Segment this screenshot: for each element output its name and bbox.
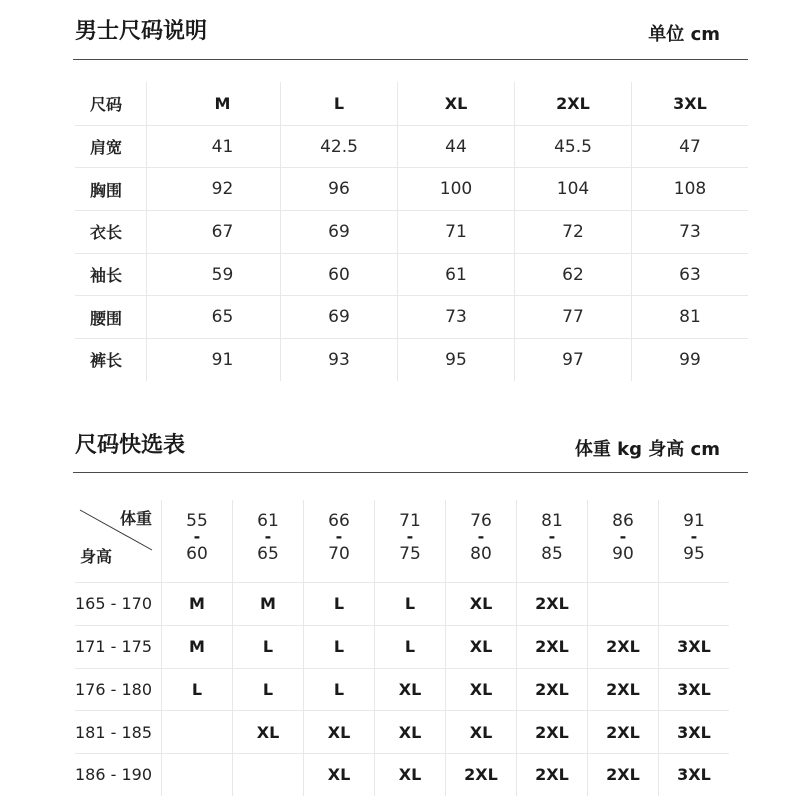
weight-range-header xyxy=(658,500,729,582)
measurement-value: 61 xyxy=(397,254,514,296)
recommended-size-cell: XL xyxy=(445,711,516,753)
measurement-row xyxy=(75,338,748,381)
measurement-value: 91 xyxy=(146,339,280,381)
measurement-value: 108 xyxy=(631,168,748,210)
height-range-label: 176 - 180 xyxy=(75,679,153,699)
recommended-size-cell: 3XL xyxy=(658,754,729,796)
size-header-label: 尺码 xyxy=(90,94,123,114)
height-row xyxy=(75,625,729,668)
measurement-value: 60 xyxy=(280,254,397,296)
weight-to: 65 xyxy=(257,544,279,564)
height-row xyxy=(75,668,729,711)
weight-from: 61 xyxy=(257,511,279,531)
measurement-label: 胸围 xyxy=(90,180,123,200)
recommended-size-cell: 2XL xyxy=(516,754,587,796)
measurement-value: 44 xyxy=(397,126,514,168)
recommended-size-cell: 2XL xyxy=(587,626,658,668)
height-range-label: 171 - 175 xyxy=(75,637,153,657)
recommended-size-cell: L xyxy=(374,583,445,625)
measurement-value: 59 xyxy=(146,254,280,296)
recommended-size-cell: 3XL xyxy=(658,669,729,711)
recommended-size-cell: 2XL xyxy=(516,626,587,668)
weight-separator: - xyxy=(619,527,627,546)
recommended-size-cell: 2XL xyxy=(587,711,658,753)
weight-range-header xyxy=(587,500,658,582)
weight-to: 90 xyxy=(612,544,634,564)
recommended-size-cell: XL xyxy=(374,711,445,753)
weight-to: 60 xyxy=(186,544,208,564)
weight-range-header xyxy=(232,500,303,582)
recommended-size-cell xyxy=(587,583,658,625)
measurement-value: 62 xyxy=(514,254,631,296)
measurement-label: 腰围 xyxy=(90,308,123,328)
recommended-size-cell: XL xyxy=(303,711,374,753)
recommended-size-cell: M xyxy=(161,583,232,625)
size-guide-unit: 单位 cm xyxy=(648,24,720,45)
measurement-value: 93 xyxy=(280,339,397,381)
recommended-size-cell: XL xyxy=(445,669,516,711)
measurement-value: 72 xyxy=(514,211,631,253)
measurement-value: 47 xyxy=(631,126,748,168)
weight-separator: - xyxy=(193,527,201,546)
recommended-size-cell: XL xyxy=(374,754,445,796)
weight-from: 66 xyxy=(328,511,350,531)
measurement-row xyxy=(75,210,748,253)
recommended-size-cell: 2XL xyxy=(587,669,658,711)
size-column-header: L xyxy=(280,82,397,125)
recommended-size-cell: XL xyxy=(303,754,374,796)
recommended-size-cell: L xyxy=(232,669,303,711)
corner-header-cell xyxy=(75,500,161,582)
measurement-value: 81 xyxy=(631,296,748,338)
measurement-label: 肩宽 xyxy=(90,138,123,158)
measurement-value: 69 xyxy=(280,296,397,338)
recommended-size-cell: L xyxy=(374,626,445,668)
recommended-size-cell xyxy=(161,711,232,753)
recommended-size-cell: L xyxy=(161,669,232,711)
measurement-label: 裤长 xyxy=(90,351,123,371)
measurement-value: 45.5 xyxy=(514,126,631,168)
recommended-size-cell: M xyxy=(161,626,232,668)
measurement-row xyxy=(75,125,748,168)
measurement-value: 92 xyxy=(146,168,280,210)
recommended-size-cell: 2XL xyxy=(445,754,516,796)
size-header-row xyxy=(75,82,748,125)
measurement-value: 97 xyxy=(514,339,631,381)
recommended-size-cell: XL xyxy=(445,626,516,668)
weight-axis-label: 体重 xyxy=(120,509,153,528)
recommended-size-cell: 3XL xyxy=(658,626,729,668)
measurement-value: 77 xyxy=(514,296,631,338)
weight-range-header xyxy=(161,500,232,582)
weight-separator: - xyxy=(406,527,414,546)
recommended-size-cell: L xyxy=(303,583,374,625)
quick-pick-unit: 体重 kg 身高 cm xyxy=(574,439,720,460)
measurement-row xyxy=(75,253,748,296)
recommended-size-cell xyxy=(161,754,232,796)
weight-from: 71 xyxy=(399,511,421,531)
measurement-value: 95 xyxy=(397,339,514,381)
measurement-row xyxy=(75,295,748,338)
weight-to: 70 xyxy=(328,544,350,564)
measurement-value: 99 xyxy=(631,339,748,381)
weight-range-header xyxy=(303,500,374,582)
weight-to: 85 xyxy=(541,544,563,564)
measurement-value: 65 xyxy=(146,296,280,338)
measurement-value: 73 xyxy=(397,296,514,338)
weight-range-header xyxy=(445,500,516,582)
recommended-size-cell: 2XL xyxy=(516,669,587,711)
size-guide-divider xyxy=(73,59,748,60)
measurement-value: 96 xyxy=(280,168,397,210)
recommended-size-cell xyxy=(658,583,729,625)
weight-from: 81 xyxy=(541,511,563,531)
size-column-header: 3XL xyxy=(631,82,748,125)
measurement-value: 67 xyxy=(146,211,280,253)
recommended-size-cell: L xyxy=(232,626,303,668)
height-axis-label: 身高 xyxy=(80,547,113,566)
measurement-value: 42.5 xyxy=(280,126,397,168)
measurement-value: 73 xyxy=(631,211,748,253)
measurement-label: 衣长 xyxy=(90,223,123,243)
height-range-label: 186 - 190 xyxy=(75,765,153,785)
size-column-header: 2XL xyxy=(514,82,631,125)
height-row xyxy=(75,710,729,753)
recommended-size-cell: 2XL xyxy=(516,711,587,753)
weight-to: 75 xyxy=(399,544,421,564)
measurement-value: 69 xyxy=(280,211,397,253)
recommended-size-cell: 2XL xyxy=(516,583,587,625)
size-measurement-table xyxy=(75,82,748,381)
quick-pick-divider xyxy=(73,472,748,473)
weight-from: 91 xyxy=(683,511,705,531)
measurement-value: 104 xyxy=(514,168,631,210)
height-range-label: 181 - 185 xyxy=(75,722,153,742)
weight-range-header xyxy=(516,500,587,582)
measurement-value: 71 xyxy=(397,211,514,253)
recommended-size-cell: XL xyxy=(232,711,303,753)
weight-separator: - xyxy=(548,527,556,546)
recommended-size-cell: M xyxy=(232,583,303,625)
weight-separator: - xyxy=(335,527,343,546)
measurement-value: 41 xyxy=(146,126,280,168)
recommended-size-cell: XL xyxy=(374,669,445,711)
weight-separator: - xyxy=(477,527,485,546)
recommended-size-cell xyxy=(232,754,303,796)
recommended-size-cell: XL xyxy=(445,583,516,625)
weight-to: 80 xyxy=(470,544,492,564)
weight-from: 86 xyxy=(612,511,634,531)
measurement-value: 63 xyxy=(631,254,748,296)
measurement-label: 袖长 xyxy=(90,266,123,286)
weight-separator: - xyxy=(690,527,698,546)
size-column-header: M xyxy=(146,82,280,125)
recommended-size-cell: L xyxy=(303,669,374,711)
size-guide-title: 男士尺码说明 xyxy=(75,19,208,44)
size-column-header: XL xyxy=(397,82,514,125)
quick-size-table xyxy=(75,500,729,796)
measurement-row xyxy=(75,167,748,210)
weight-to: 95 xyxy=(683,544,705,564)
height-row xyxy=(75,582,729,625)
weight-range-header xyxy=(374,500,445,582)
recommended-size-cell: 2XL xyxy=(587,754,658,796)
height-row xyxy=(75,753,729,796)
measurement-value: 100 xyxy=(397,168,514,210)
recommended-size-cell: 3XL xyxy=(658,711,729,753)
recommended-size-cell: L xyxy=(303,626,374,668)
weight-header-row xyxy=(75,500,729,582)
height-range-label: 165 - 170 xyxy=(75,594,153,614)
weight-from: 76 xyxy=(470,511,492,531)
weight-separator: - xyxy=(264,527,272,546)
quick-pick-title: 尺码快选表 xyxy=(75,433,186,458)
weight-from: 55 xyxy=(186,511,208,531)
